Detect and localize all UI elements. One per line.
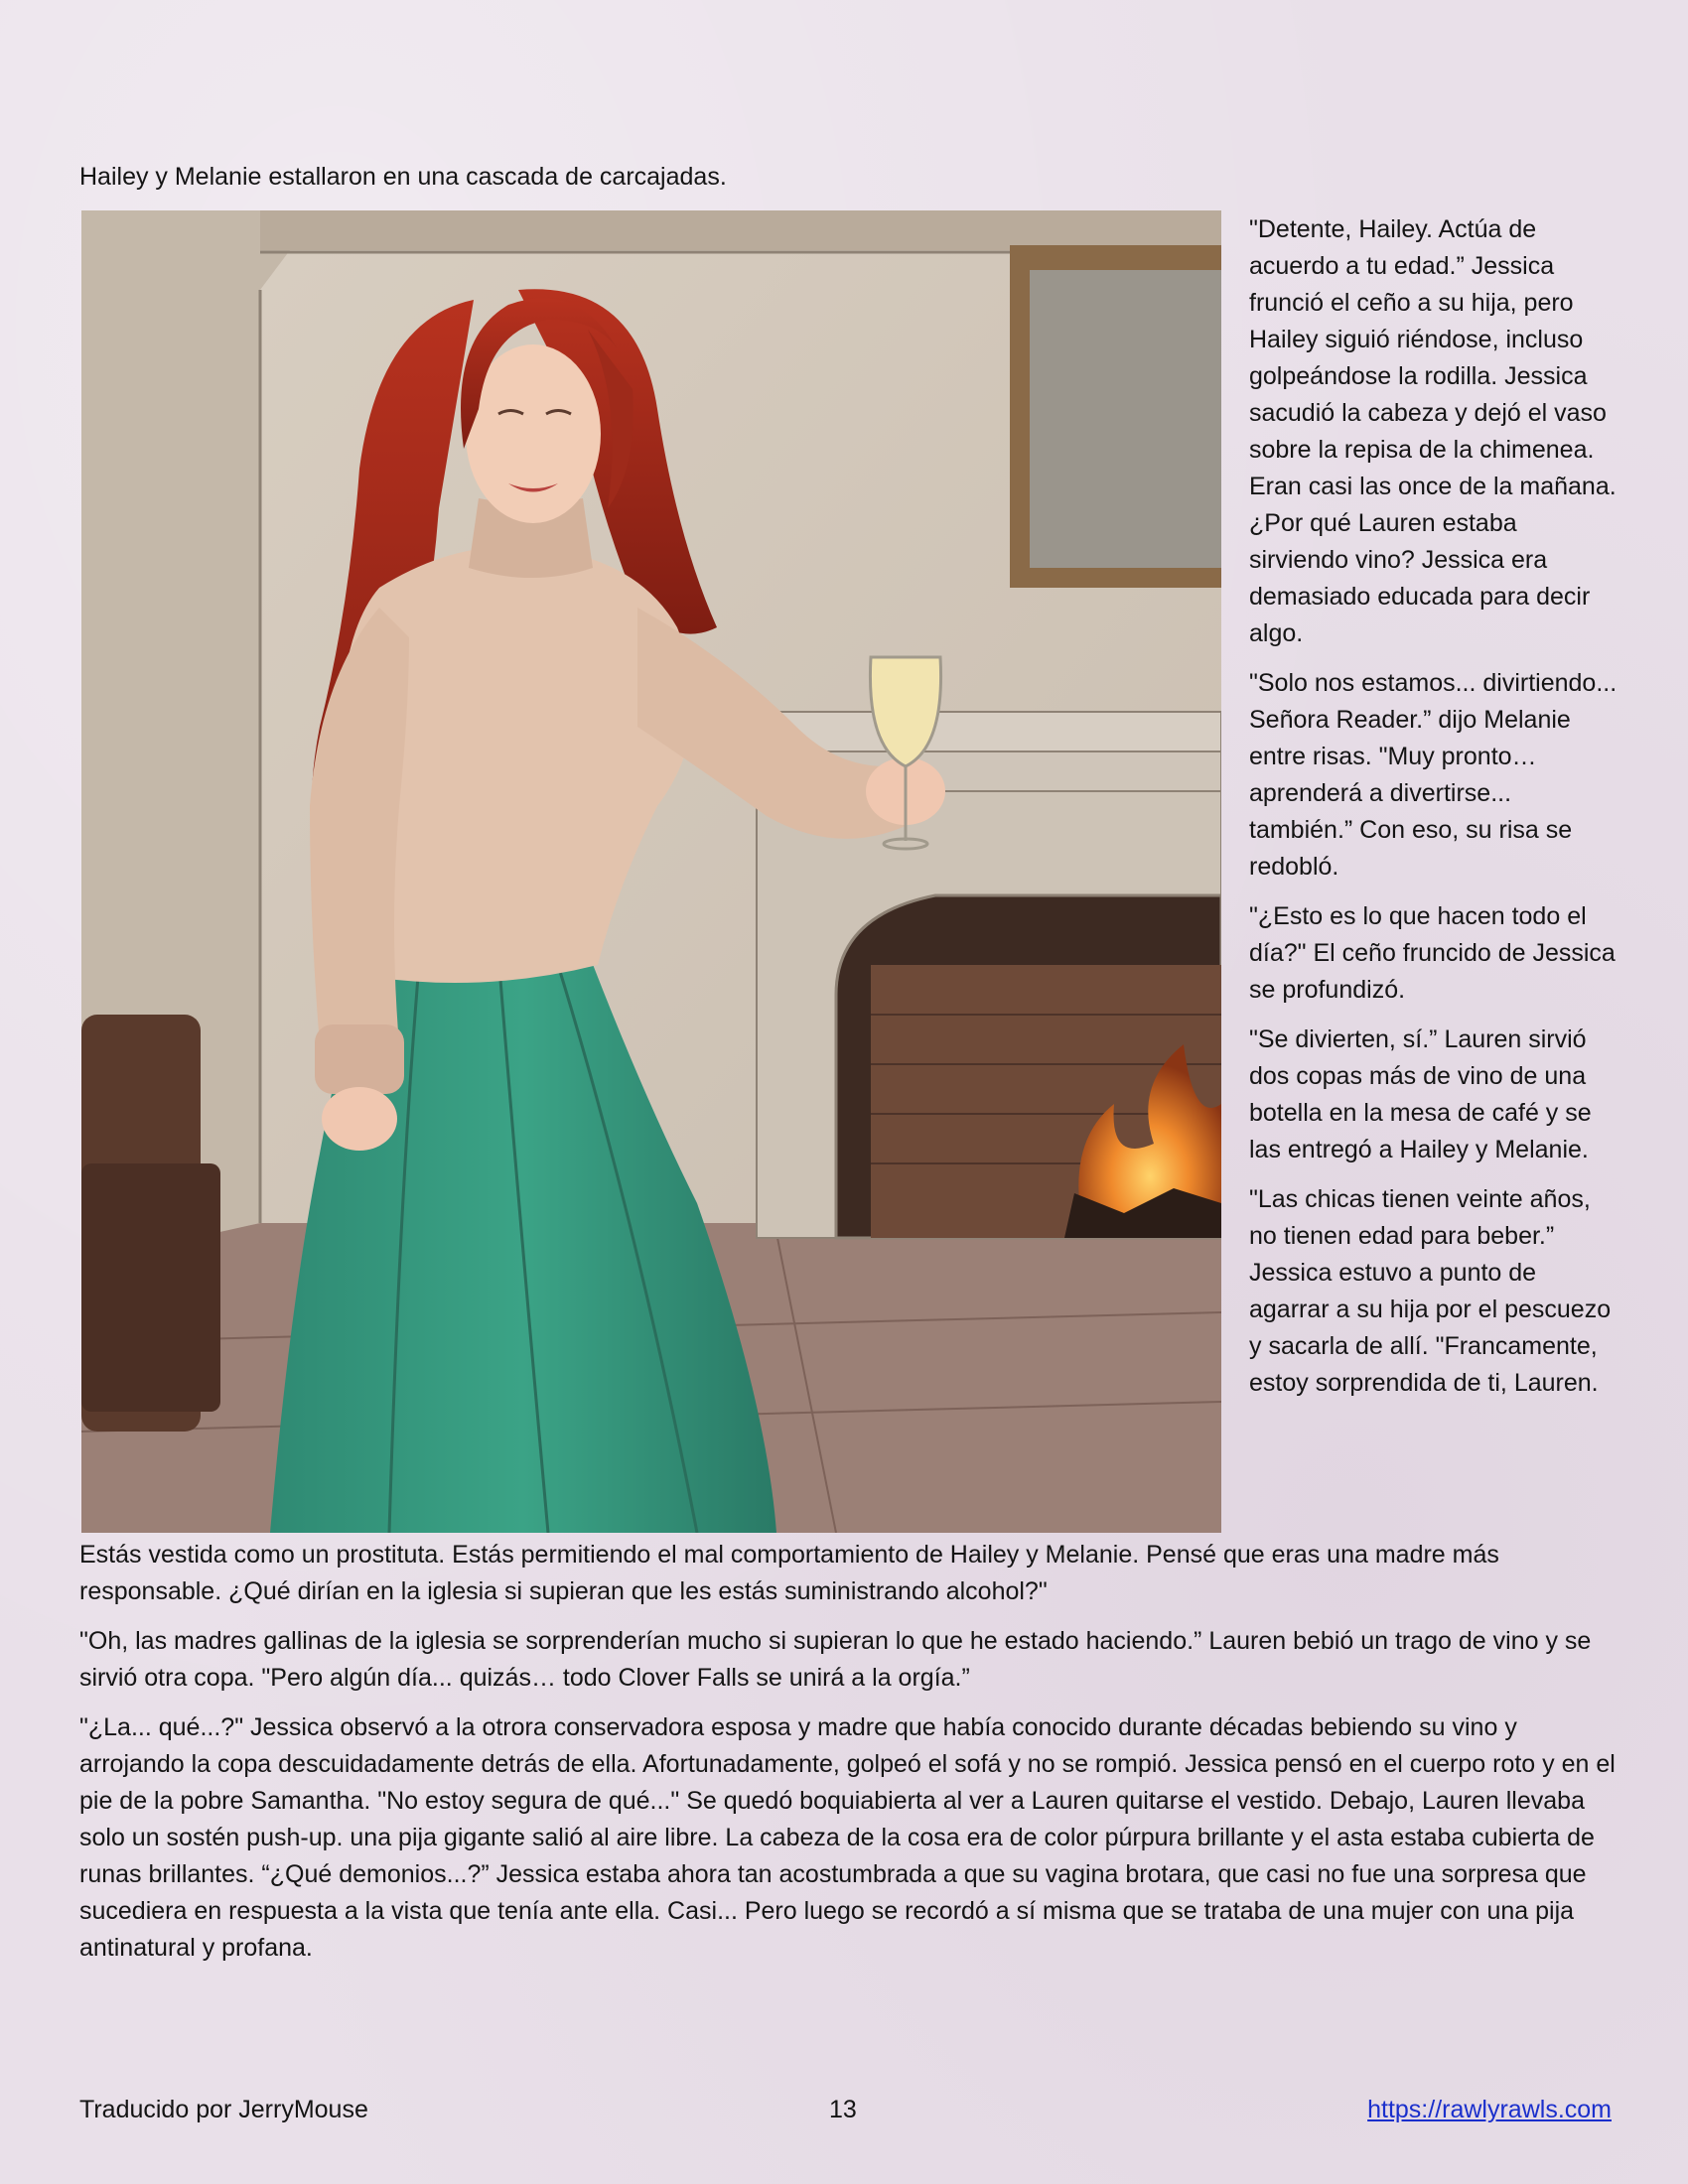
side-paragraph: "Detente, Hailey. Actúa de acuerdo a tu edad.” Jessica frunció el ceño a su hija, pero Hailey siguió riéndose, incluso golpeándose la rodilla. Jessica sacudió la cabeza y dejó el vaso sobre la repisa de la chimenea. Eran casi las once de la mañana. ¿Por qué Lauren estaba sirviendo vino? Jessica era demasiado educada para decir algo.	[1249, 215, 1617, 647]
page-number: 13	[829, 2096, 857, 2123]
full-width-column	[79, 1623, 1618, 1967]
side-paragraph: "Las chicas tienen veinte años, no tienen edad para beber.” Jessica estuvo a punto de agarrar a su hija por el pescuezo y sacarla de allí. "Francamente, estoy sorprendida de ti, Lauren.	[1249, 1185, 1612, 1397]
side-column	[1249, 211, 1621, 1415]
side-paragraph: "Solo nos estamos... divirtiendo... Señora Reader.” dijo Melanie entre risas. "Muy pronto… aprenderá a divertirse... también.” Con eso, su risa se redobló.	[1249, 669, 1618, 881]
translator-credit: Traducido por JerryMouse	[79, 2096, 368, 2123]
full-paragraph: "¿La... qué...?" Jessica observó a la otrora conservadora esposa y madre que había conocido durante décadas bebiendo su vino y arrojando la copa descuidadamente detrás de ella. Afortunadamente, golpeó el sofá y no se rompió. Jessica pensó en el cuerpo roto y en el pie de la pobre Samantha. "No estoy segura de qué..." Se quedó boquiabierta al ver a Lauren quitarse el vestido. Debajo, Lauren llevaba solo un sostén push-up. una pija gigante salió al aire libre. La cabeza de la cosa era de color púrpura brillante y el asta estaba cubierta de runas brillantes. “¿Qué demonios...?” Jessica estaba ahora tan acostumbrada a que su vagina brotara, que casi no fue una sorpresa que sucediera en respuesta a la vista que tenía ante ella. Casi... Pero luego se recordó a sí misma que se trataba de una mujer con una pija antinatural y profana.	[79, 1713, 1616, 1962]
full-width-text	[79, 1537, 1618, 1967]
illustration-svg	[81, 210, 1221, 1533]
side-paragraph: "Se divierten, sí.” Lauren sirvió dos copas más de vino de una botella en la mesa de café y se las entregó a Hailey y Melanie.	[1249, 1025, 1592, 1163]
website-link[interactable]: https://rawlyrawls.com	[1367, 2096, 1612, 2123]
side-paragraph: "¿Esto es lo que hacen todo el día?" El ceño fruncido de Jessica se profundizó.	[1249, 902, 1616, 1004]
intro-paragraph: Hailey y Melanie estallaron en una cascada de carcajadas.	[79, 163, 727, 191]
page-footer	[79, 2090, 1612, 2129]
full-paragraph: "Oh, las madres gallinas de la iglesia se sorprenderían mucho si supieran lo que he estado haciendo.” Lauren bebió un trago de vino y se sirvió otra copa. "Pero algún día... quizás… todo Clover Falls se unirá a la orgía.”	[79, 1627, 1592, 1692]
paragraph-continuation: Estás vestida como un prostituta. Estás permitiendo el mal comportamiento de Hailey y Melanie. Pensé que eras una madre más responsable. ¿Qué dirían en la iglesia si supieran que les estás suministrando alcohol?"	[79, 1541, 1499, 1605]
illustration-woman-by-fireplace	[81, 210, 1221, 1533]
